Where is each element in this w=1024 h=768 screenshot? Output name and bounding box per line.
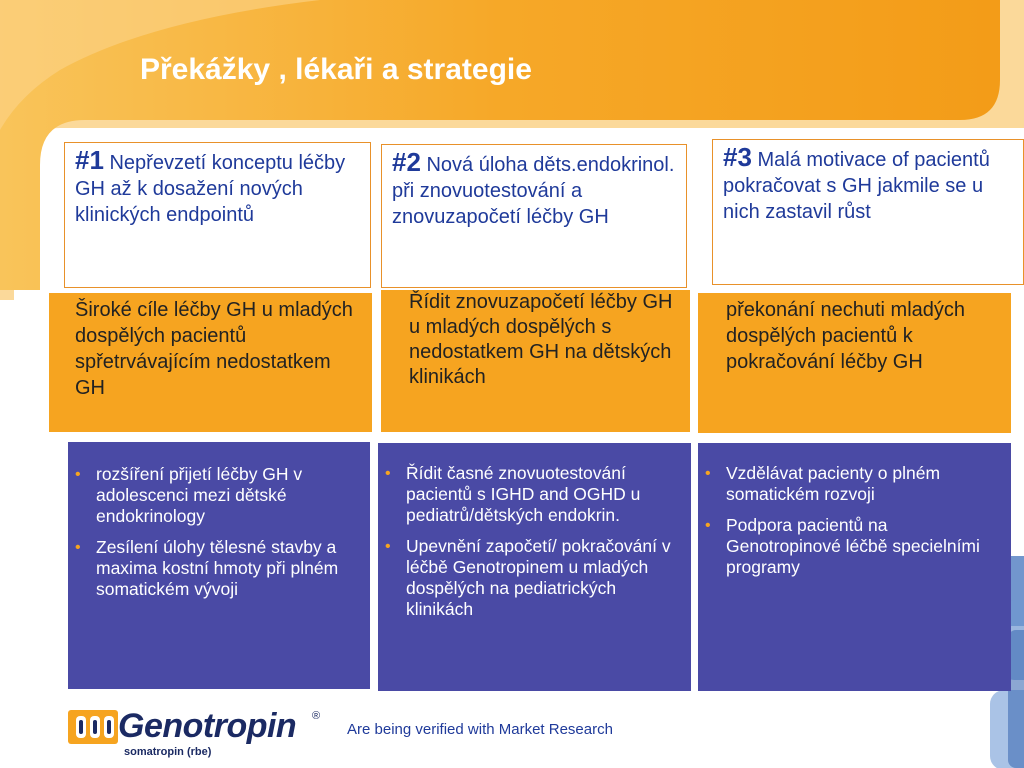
strategy-1-item-1: • rozšíření přijetí léčby GH v adolescenci mezi dětské endokrinology	[68, 464, 364, 527]
goal-3-text: překonání nechuti mladých dospělých pacientů k pokračování léčby GH	[726, 299, 966, 373]
barrier-1-number: #1	[75, 145, 104, 175]
logo-wordmark: Genotropin	[118, 707, 297, 745]
strategy-2-list	[378, 463, 687, 620]
strategy-1-list	[68, 464, 364, 600]
barrier-3-text: Malá motivace of pacientů pokračovat s GH jakmile se u nich zastavil růst	[723, 149, 990, 223]
strategy-2-item-2: • Upevnění započetí/ pokračování v léčbě Genotropinem u mladých dospělých na pediatrických klinikách	[378, 536, 687, 620]
strategy-3-box	[698, 443, 1011, 691]
footnote: Are being verified with Market Research	[347, 721, 613, 738]
logo-registered-mark: ®	[312, 710, 321, 722]
strategy-2-item-1: • Řídit časné znovuotestování pacientů s IGHD and OGHD u pediatrů/dětských endokrin.	[378, 463, 687, 526]
goal-3-box	[698, 293, 1011, 433]
barrier-1-box	[64, 142, 371, 288]
genotropin-logo-icon	[68, 710, 118, 746]
goal-2-box	[381, 290, 690, 432]
genotropin-logo	[68, 706, 330, 762]
strategy-1-item-2: • Zesílení úlohy tělesné stavby a maxima kostní hmoty při plném somatickém vývoji	[68, 537, 364, 600]
page-title: Překážky , lékaři a strategie	[140, 53, 532, 86]
strategy-3-item-2: • Podpora pacientů na Genotropinové léčbě specielními programy	[698, 515, 1005, 578]
barrier-1-text: Nepřevzetí konceptu léčby GH až k dosažení nových klinických endpointů	[75, 152, 346, 226]
goal-1-box	[49, 293, 372, 432]
barrier-2-text: Nová úloha děts.endokrinol. při znovuotestování a znovuzapočetí léčby GH	[392, 154, 675, 228]
strategy-3-list	[698, 463, 1005, 578]
logo-subtitle: somatropin (rbe)	[124, 746, 212, 758]
strategy-2-box	[378, 443, 691, 691]
barrier-2-number: #2	[392, 147, 421, 177]
barrier-2-box	[381, 144, 687, 288]
barrier-3-number: #3	[723, 142, 752, 172]
goal-2-text: Řídit znovuzapočetí léčby GH u mladých dospělých s nedostatkem GH na dětských klinikách	[409, 291, 673, 388]
strategy-1-box	[68, 442, 370, 689]
barrier-3-box	[712, 139, 1024, 285]
strategy-3-item-1: • Vzdělávat pacienty o plném somatickém rozvoji	[698, 463, 1005, 505]
goal-1-text: Široké cíle léčby GH u mladých dospělých pacientů spřetrvávajícím nedostatkem GH	[75, 299, 353, 399]
